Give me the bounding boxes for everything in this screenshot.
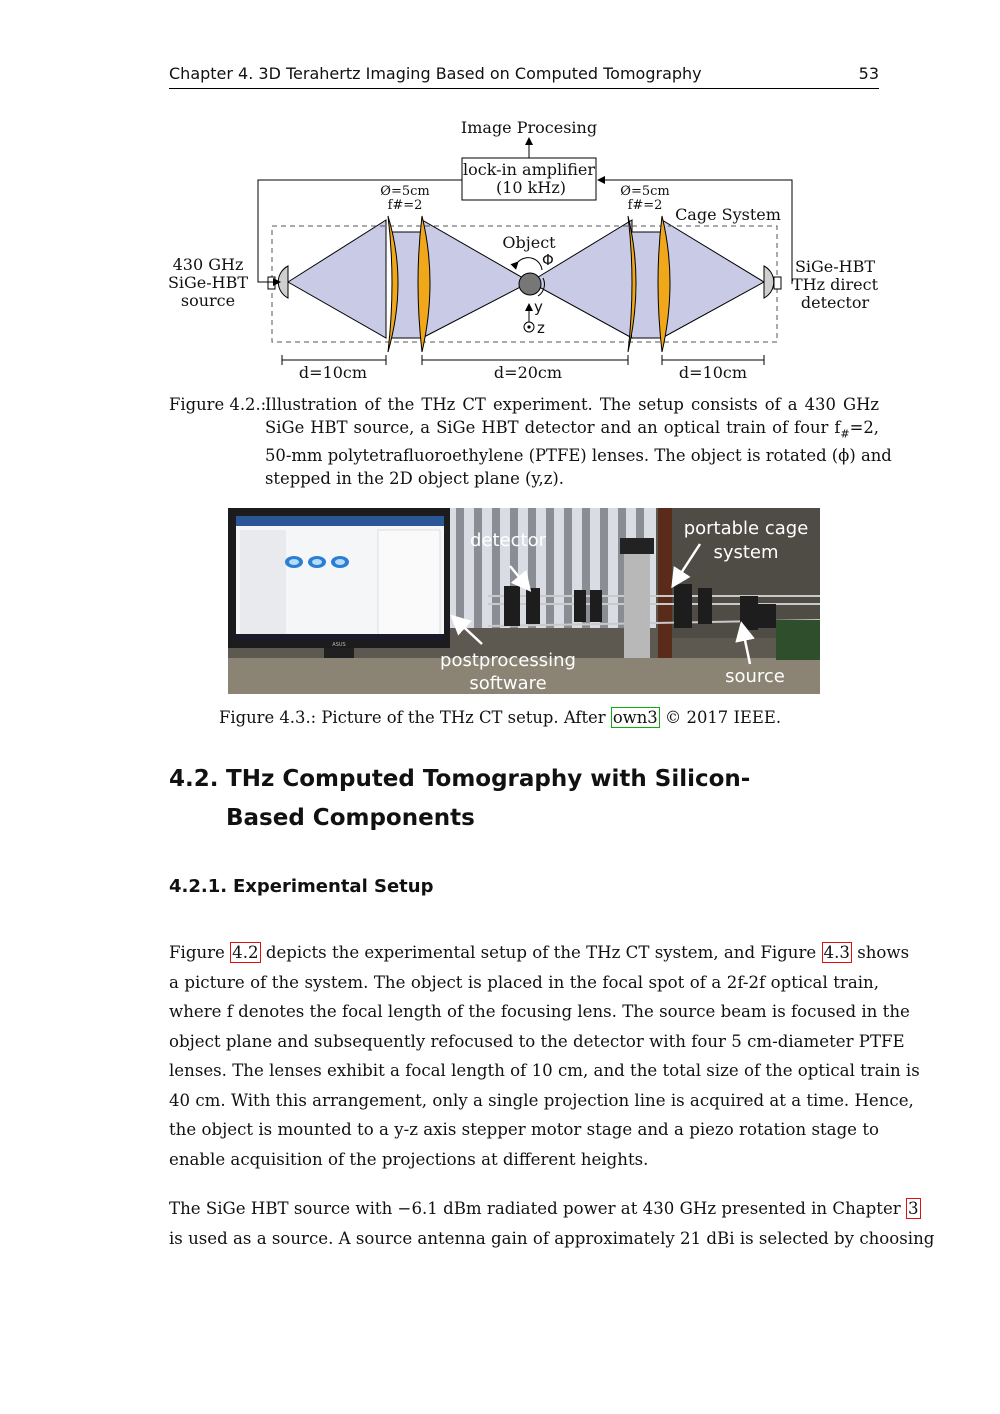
photo-label-source: source: [725, 666, 785, 687]
subsection-number: 4.2.1.: [169, 876, 228, 897]
label-y: y: [534, 298, 543, 316]
chapter-ref-link[interactable]: 3: [908, 1199, 919, 1218]
detector-port: [774, 277, 781, 289]
photo-label-postprocessing-1: postprocessing: [440, 650, 576, 671]
label-source-1: 430 GHz: [172, 255, 244, 274]
figure-4-2-diagram: [160, 112, 890, 392]
label-phi: Φ: [542, 251, 554, 269]
header-chapter-title: Chapter 4. 3D Terahertz Imaging Based on Computed Tomography: [169, 64, 702, 83]
figure-ref-link[interactable]: 4.2: [232, 943, 259, 962]
label-lockin-2: (10 kHz): [495, 178, 567, 197]
caption-line: SiGe HBT source, a SiGe HBT detector and an optical train of four $f_{\#}=2$,: [265, 417, 879, 440]
body-paragraph-1: [169, 938, 920, 1174]
paragraph-line: enable acquisition of the projections at different heights.: [169, 1149, 649, 1169]
figure-4-3-caption: Figure 4.3.: Picture of the THz CT setup. After own3 © 2017 IEEE.: [218, 708, 782, 727]
label-detector-3: detector: [800, 293, 870, 312]
source-port: [268, 277, 275, 289]
body-paragraph-2: [169, 1194, 935, 1253]
figure-4-2-caption: [265, 394, 892, 491]
subsection-title: Experimental Setup: [233, 876, 434, 897]
caption-line: 50-mm polytetrafluoroethylene (PTFE) lenses. The object is rotated (ϕ) and: [265, 446, 892, 466]
label-dim-center: d=20cm: [493, 363, 563, 382]
monitor-brand: ASUS: [332, 642, 346, 648]
figure-4-3-photo: [228, 508, 820, 694]
section-number: 4.2.: [169, 766, 219, 792]
stage-tower: [624, 548, 650, 658]
paragraph-line: 40 cm. With this arrangement, only a single projection line is acquired at a time. Hence,: [169, 1090, 914, 1110]
rotation-arrow: [518, 258, 542, 270]
paragraph-line: The SiGe HBT source with −6.1 dBm radiated power at 430 GHz presented in Chapter 3: [169, 1199, 919, 1218]
photo-label-postprocessing-2: software: [469, 673, 547, 694]
figure-4-2-caption-label: Figure 4.2.:: [169, 395, 267, 414]
label-lens-left-diameter: Ø=5cm: [380, 184, 430, 199]
detector-horn: [764, 266, 774, 298]
green-box: [776, 620, 820, 660]
figure-ref-link[interactable]: 4.3: [823, 943, 850, 962]
label-z: z: [537, 319, 545, 337]
paragraph-line: object plane and subsequently refocused to the detector with four 5 cm-diameter PTFE: [169, 1031, 905, 1051]
paragraph-line: is used as a source. A source antenna gain of approximately 21 dBi is selected by choosing: [169, 1228, 935, 1248]
beam-collimated-right: [632, 232, 662, 338]
beam-detector-cone: [662, 220, 764, 338]
paragraph-line: a picture of the system. The object is placed in the focal spot of a 2f-2f optical train,: [169, 972, 879, 992]
header-page-number: 53: [858, 64, 879, 83]
caption-line: Illustration of the THz CT experiment. The setup consists of a 430 GHz: [265, 395, 879, 414]
photo-label-cage-2: system: [713, 542, 779, 563]
caption-line: stepped in the 2D object plane (y,z).: [265, 469, 564, 489]
beam-source-cone: [288, 220, 386, 338]
label-source-3: source: [180, 291, 236, 310]
paragraph-line: where f denotes the focal length of the focusing lens. The source beam is focused in the: [169, 1002, 910, 1021]
paragraph-line: lenses. The lenses exhibit a focal length of 10 cm, and the total size of the optical train is: [169, 1061, 920, 1080]
photo-label-cage-1: portable cage: [683, 518, 809, 539]
label-image-processing: Image Procesing: [460, 118, 598, 137]
label-source-2: SiGe-HBT: [167, 273, 249, 292]
subsection-heading: [169, 876, 434, 897]
label-detector-2: THz direct: [791, 275, 879, 294]
label-lens-left-fnumber: f#=2: [387, 198, 423, 213]
label-cage-system: Cage System: [675, 205, 781, 224]
citation-link[interactable]: own3: [612, 708, 658, 727]
label-lens-right-fnumber: f#=2: [627, 198, 663, 213]
label-lockin-1: lock-in amplifier: [462, 160, 596, 179]
section-title: THz Computed Tomography with Silicon-Based Components: [226, 766, 751, 831]
label-object: Object: [502, 233, 556, 252]
object-circle: [519, 273, 541, 295]
label-dim-right: d=10cm: [678, 363, 748, 382]
label-detector-1: SiGe-HBT: [794, 257, 876, 276]
paragraph-line: Figure 4.2 depicts the experimental setup of the THz CT system, and Figure 4.3 shows: [169, 943, 910, 962]
running-header: [169, 62, 879, 89]
label-dim-left: d=10cm: [298, 363, 368, 382]
paragraph-line: the object is mounted to a y-z axis stepper motor stage and a piezo rotation stage to: [169, 1120, 879, 1139]
label-lens-right-diameter: Ø=5cm: [620, 184, 670, 199]
photo-label-detector: detector: [470, 530, 546, 551]
